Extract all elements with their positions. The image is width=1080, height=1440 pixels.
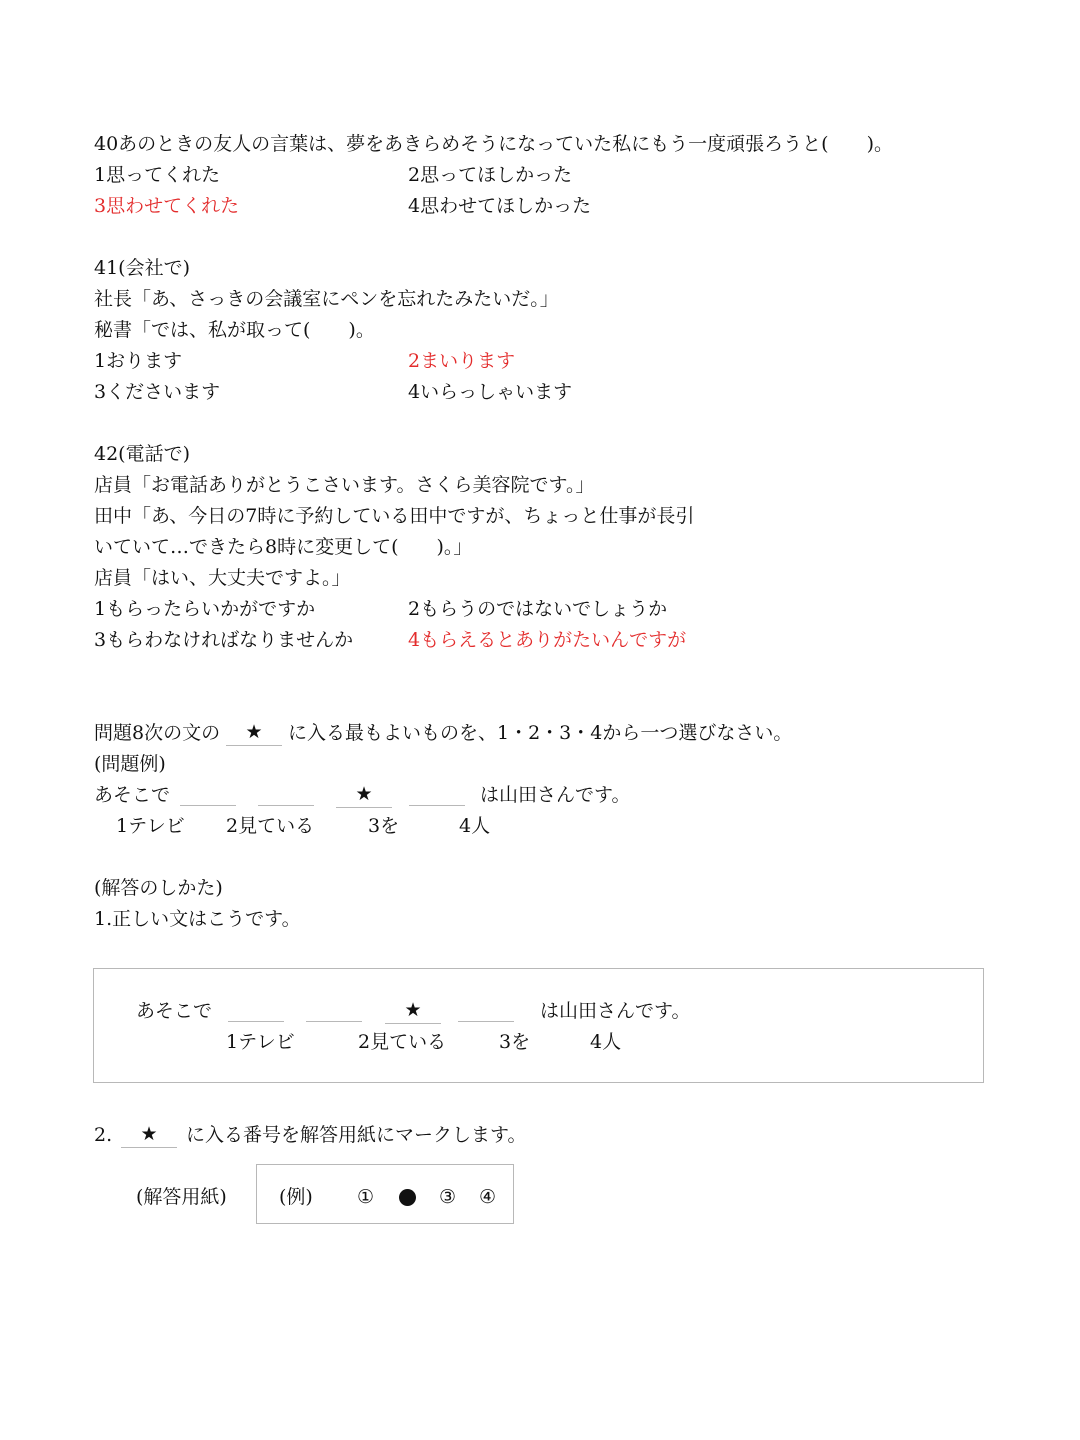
howto-step-1: 1.正しい文はこうです。 <box>94 908 301 930</box>
box-option-4: 4人 <box>590 1031 622 1053</box>
example-option-1: 1テレビ <box>116 815 185 837</box>
q40-stem: 40あのときの友人の言葉は、夢をあきらめそうになっていた私にもう一度頑張ろうと( )。 <box>94 133 894 155</box>
box-sentence-end: は山田さんです。 <box>540 1000 691 1022</box>
howto-label: (解答のしかた) <box>94 877 223 899</box>
q42-dialogue-4: 店員「はい、大丈夫ですよ。」 <box>94 567 351 589</box>
correct-sentence-box <box>93 968 984 1083</box>
answer-blank <box>228 1019 284 1022</box>
bubble-1[interactable]: ① <box>357 1186 375 1208</box>
q41-header: 41(会社で) <box>94 257 191 279</box>
q41-dialogue-1: 社長「あ、さっきの会議室にペンを忘れたみたいだ。」 <box>94 288 559 310</box>
box-option-3: 3を <box>499 1031 531 1053</box>
star-blank: ★ <box>336 782 392 808</box>
box-option-2: 2見ている <box>358 1031 447 1053</box>
example-option-3: 3を <box>368 815 400 837</box>
q42-dialogue-2: 田中「あ、今日の7時に予約している田中ですが、ちょっと仕事が長引 <box>94 505 695 527</box>
answer-blank <box>458 1019 514 1022</box>
q42-option-2[interactable]: 2もらうのではないでしょうか <box>408 598 668 620</box>
howto-step-2-text: に入る番号を解答用紙にマークします。 <box>186 1124 527 1146</box>
example-sentence-end: は山田さんです。 <box>480 784 631 806</box>
q42-option-3[interactable]: 3もらわなければなりませんか <box>94 629 354 651</box>
answer-blank <box>180 803 236 806</box>
bubble-4[interactable]: ④ <box>479 1186 497 1208</box>
answer-blank <box>409 803 465 806</box>
box-sentence-start: あそこで <box>136 1000 213 1022</box>
q41-option-2-correct[interactable]: 2まいります <box>408 350 516 372</box>
answer-sheet-example-label: (例) <box>279 1186 313 1208</box>
section8-instruction-pre: 問題8次の文の <box>94 722 221 744</box>
answer-sheet-label: (解答用紙) <box>136 1186 227 1208</box>
example-option-2: 2見ている <box>226 815 315 837</box>
q40-option-4[interactable]: 4思わせてほしかった <box>408 195 592 217</box>
star-blank: ★ <box>385 998 441 1024</box>
star-blank: ★ <box>121 1122 177 1148</box>
example-sentence-start: あそこで <box>94 784 171 806</box>
box-option-1: 1テレビ <box>226 1031 295 1053</box>
q40-option-2[interactable]: 2思ってほしかった <box>408 164 573 186</box>
q41-dialogue-2: 秘書「では、私が取って( )。 <box>94 319 375 341</box>
star-blank: ★ <box>226 720 282 746</box>
q40-option-3-correct[interactable]: 3思わせてくれた <box>94 195 240 217</box>
q42-option-4-correct[interactable]: 4もらえるとありがたいんですが <box>408 629 687 651</box>
answer-blank <box>258 803 314 806</box>
answer-sheet-box <box>256 1164 514 1224</box>
example-label: (問題例) <box>94 753 166 775</box>
q42-header: 42(電話で) <box>94 443 191 465</box>
bubble-2-filled[interactable] <box>399 1187 416 1209</box>
q40-option-1[interactable]: 1思ってくれた <box>94 164 221 186</box>
bubble-3[interactable]: ③ <box>439 1186 457 1208</box>
section8-instruction-post: に入る最もよいものを、1・2・3・4から一つ選びなさい。 <box>288 722 793 744</box>
q42-dialogue-1: 店員「お電話ありがとうこさいます。さくら美容院です。」 <box>94 474 595 496</box>
q41-option-3[interactable]: 3くださいます <box>94 381 221 403</box>
answer-blank <box>306 1019 362 1022</box>
filled-circle-icon <box>399 1189 416 1206</box>
q42-dialogue-3: いていて…できたら8時に変更して( )。」 <box>94 536 473 558</box>
q41-option-1[interactable]: 1おります <box>94 350 183 372</box>
example-option-4: 4人 <box>459 815 491 837</box>
howto-step-2-number: 2. <box>94 1124 113 1146</box>
q41-option-4[interactable]: 4いらっしゃいます <box>408 381 573 403</box>
q42-option-1[interactable]: 1もらったらいかがですか <box>94 598 316 620</box>
